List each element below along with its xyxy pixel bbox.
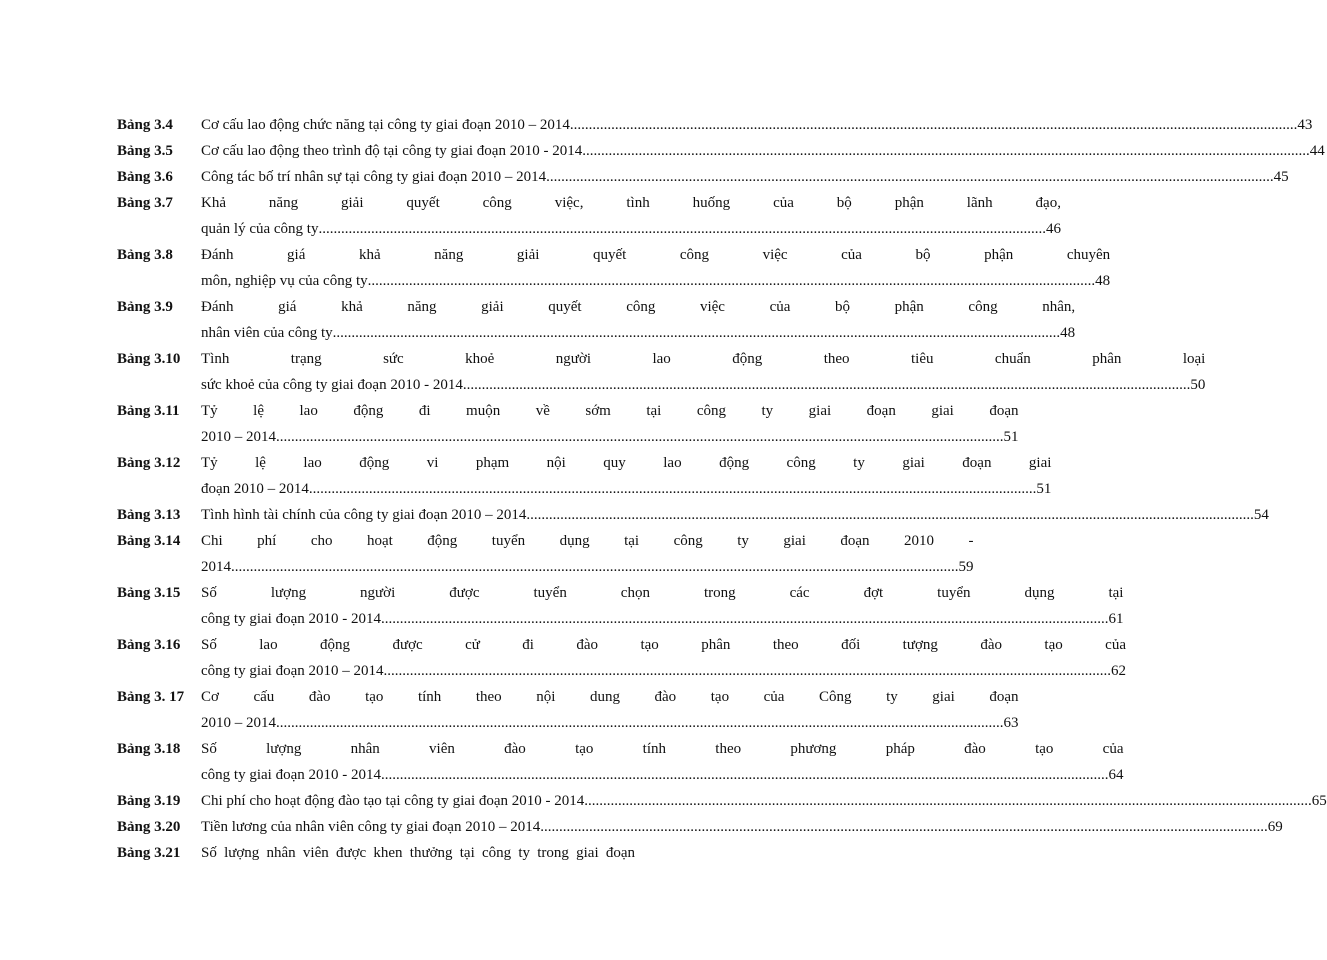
title-text: môn, nghiệp vụ của công ty: [201, 273, 368, 289]
title-last-line: [201, 658, 1126, 684]
title-line: Tỷ lệ lao động vi phạm nội quy lao động công ty giai đoạn giai: [201, 455, 1052, 471]
toc-entry-title: [201, 788, 1327, 814]
title-line: Số lượng nhân viên đào tạo tính theo phương pháp đào tạo của: [201, 741, 1124, 757]
page-number: 63: [1003, 715, 1019, 731]
title-last-line: [201, 710, 1019, 736]
table-number: Bảng 3.10: [117, 351, 181, 367]
title-line: Số lao động được cử đi đào tạo phân theo đối tượng đào tạo của: [201, 637, 1126, 653]
title-line: Tình trạng sức khoẻ người lao động theo tiêu chuẩn phân loại: [201, 351, 1206, 367]
title-last-line: [201, 112, 1312, 138]
page-number: 46: [1045, 221, 1061, 237]
toc-entry[interactable]: [117, 580, 1124, 632]
title-last-line: [201, 320, 1075, 346]
dot-leader: [463, 372, 1191, 398]
title-text: Cơ cấu lao động chức năng tại công ty giai đoạn 2010 – 2014: [201, 117, 570, 133]
page-number: 50: [1190, 377, 1206, 393]
dot-leader: [231, 554, 959, 580]
table-number: Bảng 3.13: [117, 507, 181, 523]
title-text: 2014: [201, 559, 231, 575]
title-text: đoạn 2010 – 2014: [201, 481, 309, 497]
page-number: 45: [1273, 169, 1289, 185]
toc-entry[interactable]: [117, 840, 635, 866]
toc-entry[interactable]: [117, 294, 1076, 346]
title-last-line: [201, 502, 1269, 528]
toc-entry-title: [201, 684, 1019, 736]
title-last-line: [201, 268, 1110, 294]
table-number: Bảng 3.4: [117, 117, 173, 133]
dot-leader: [276, 424, 1004, 450]
toc-entry-title: [201, 736, 1123, 788]
toc-entry-title: [201, 112, 1312, 138]
toc-entry[interactable]: [117, 346, 1206, 398]
toc-entry[interactable]: [117, 242, 1111, 294]
title-text: công ty giai đoạn 2010 – 2014: [201, 663, 384, 679]
title-text: nhân viên của công ty: [201, 325, 333, 341]
toc-entry-title: [201, 138, 1325, 164]
title-line: Chi phí cho hoạt động tuyển dụng tại công ty giai đoạn 2010 -: [201, 533, 974, 549]
toc-entry[interactable]: [117, 736, 1124, 788]
title-text: công ty giai đoạn 2010 - 2014: [201, 611, 381, 627]
title-last-line: [201, 762, 1123, 788]
table-number: Bảng 3. 17: [117, 689, 185, 705]
toc-entry-title: [201, 450, 1051, 502]
toc-entry[interactable]: [117, 138, 1325, 164]
table-number: Bảng 3.18: [117, 741, 181, 757]
table-number: Bảng 3.21: [117, 845, 181, 861]
table-number: Bảng 3.16: [117, 637, 181, 653]
title-last-line: [201, 138, 1325, 164]
title-last-line: [201, 476, 1051, 502]
dot-leader: [383, 658, 1111, 684]
page-number: 62: [1110, 663, 1126, 679]
title-line: Số lượng nhân viên được khen thưởng tại công ty trong giai đoạn: [201, 845, 635, 861]
dot-leader: [381, 606, 1109, 632]
page-number: 43: [1297, 117, 1313, 133]
title-line: Đánh giá khả năng giải quyết công việc của bộ phận công nhân,: [201, 299, 1076, 315]
toc-entry[interactable]: [117, 190, 1061, 242]
toc-entry-title: [201, 164, 1289, 190]
table-number: Bảng 3.6: [117, 169, 173, 185]
page-number: 48: [1060, 325, 1076, 341]
toc-entry-title: [201, 580, 1123, 632]
dot-leader: [546, 164, 1274, 190]
toc-entry[interactable]: [117, 814, 1283, 840]
page-number: 54: [1253, 507, 1269, 523]
toc-entry-title: [201, 840, 635, 866]
toc-entry-title: [201, 502, 1269, 528]
title-text: Tiền lương của nhân viên công ty giai đoạn 2010 – 2014: [201, 819, 541, 835]
toc-entry[interactable]: [117, 632, 1126, 684]
page-number: 61: [1108, 611, 1124, 627]
title-last-line: [201, 814, 1283, 840]
title-text: công ty giai đoạn 2010 - 2014: [201, 767, 381, 783]
title-text: quản lý của công ty: [201, 221, 319, 237]
toc-entry[interactable]: [117, 684, 1019, 736]
title-text: Công tác bố trí nhân sự tại công ty giai đoạn 2010 – 2014: [201, 169, 547, 185]
dot-leader: [526, 502, 1254, 528]
toc-entry-title: [201, 190, 1061, 242]
title-text: Tình hình tài chính của công ty giai đoạn 2010 – 2014: [201, 507, 527, 523]
table-number: Bảng 3.15: [117, 585, 181, 601]
table-number: Bảng 3.19: [117, 793, 181, 809]
table-number: Bảng 3.14: [117, 533, 181, 549]
page-number: 51: [1003, 429, 1019, 445]
dot-leader: [584, 788, 1312, 814]
dot-leader: [318, 216, 1046, 242]
title-text: 2010 – 2014: [201, 715, 276, 731]
table-number: Bảng 3.7: [117, 195, 173, 211]
dot-leader: [540, 814, 1268, 840]
title-last-line: [201, 372, 1205, 398]
title-last-line: [201, 606, 1123, 632]
title-last-line: [201, 216, 1061, 242]
table-number: Bảng 3.11: [117, 403, 180, 419]
dot-leader: [368, 268, 1096, 294]
title-line: Khả năng giải quyết công việc, tình huống của bộ phận lãnh đạo,: [201, 195, 1061, 211]
table-number: Bảng 3.5: [117, 143, 173, 159]
toc-entry[interactable]: [117, 112, 1313, 138]
table-number: Bảng 3.20: [117, 819, 181, 835]
title-line: Đánh giá khả năng giải quyết công việc của bộ phận chuyên: [201, 247, 1111, 263]
toc-entry-title: [201, 398, 1019, 450]
table-number: Bảng 3.8: [117, 247, 173, 263]
toc-entry-title: [201, 294, 1075, 346]
title-line: Số lượng người được tuyển chọn trong các đợt tuyển dụng tại: [201, 585, 1124, 601]
page-number: 48: [1095, 273, 1111, 289]
toc-entry[interactable]: [117, 450, 1052, 502]
page-number: 69: [1267, 819, 1283, 835]
dot-leader: [381, 762, 1109, 788]
page-number: 44: [1309, 143, 1325, 159]
dot-leader: [570, 112, 1298, 138]
toc-entry-title: [201, 346, 1205, 398]
toc-entry-title: [201, 242, 1110, 294]
title-line: Tỷ lệ lao động đi muộn về sớm tại công ty giai đoạn giai đoạn: [201, 403, 1019, 419]
title-text: Cơ cấu lao động theo trình độ tại công ty giai đoạn 2010 - 2014: [201, 143, 583, 159]
title-line: Cơ cấu đào tạo tính theo nội dung đào tạo của Công ty giai đoạn: [201, 689, 1019, 705]
dot-leader: [276, 710, 1004, 736]
toc-entry[interactable]: [117, 788, 1327, 814]
page-number: 65: [1311, 793, 1327, 809]
toc-entry-title: [201, 632, 1126, 684]
toc-entry[interactable]: [117, 528, 974, 580]
toc-entry[interactable]: [117, 502, 1269, 528]
list-of-tables: [117, 112, 1327, 866]
page-number: 64: [1108, 767, 1124, 783]
page-number: 59: [958, 559, 974, 575]
title-text: Chi phí cho hoạt động đào tạo tại công ty giai đoạn 2010 - 2014: [201, 793, 585, 809]
toc-entry[interactable]: [117, 398, 1019, 450]
title-last-line: [201, 424, 1019, 450]
dot-leader: [582, 138, 1310, 164]
title-text: sức khoẻ của công ty giai đoạn 2010 - 2014: [201, 377, 463, 393]
title-text: 2010 – 2014: [201, 429, 276, 445]
page-number: 51: [1036, 481, 1052, 497]
toc-entry-title: [201, 814, 1283, 840]
title-last-line: [201, 788, 1327, 814]
title-last-line: [201, 164, 1289, 190]
title-last-line: [201, 554, 974, 580]
toc-entry[interactable]: [117, 164, 1289, 190]
table-number: Bảng 3.12: [117, 455, 181, 471]
toc-entry-title: [201, 528, 974, 580]
dot-leader: [309, 476, 1037, 502]
dot-leader: [333, 320, 1061, 346]
table-number: Bảng 3.9: [117, 299, 173, 315]
